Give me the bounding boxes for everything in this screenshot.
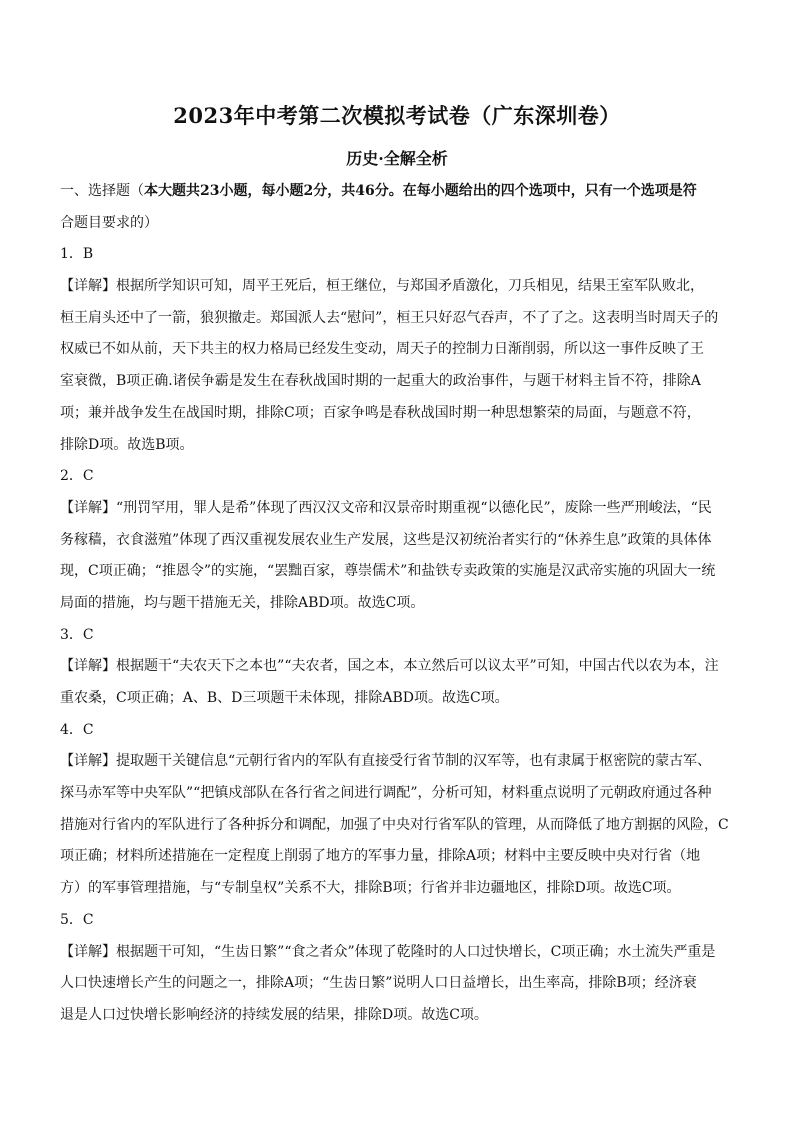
explanation-line xyxy=(60,778,744,810)
explanation-line xyxy=(60,303,744,335)
explanation-text: 措施对行省内的军队进行了各种拆分和调配，加强了中央对行省军队的管理，从而降低了地方割据的风险，C xyxy=(60,816,729,833)
explanation-text: 重农桑，C项正确；A、B、D三项题干未体现，排除ABD项。故选C项。 xyxy=(60,690,509,706)
explanation-text: 探马赤军等中央军队”“把镇戍部队在各行省之间进行调配”，分析可知，材料重点说明了元朝政府通过各种 xyxy=(60,785,712,802)
page-subtitle: 历史·全解全析 xyxy=(346,149,448,168)
explanation-line xyxy=(60,841,744,873)
explanation-text: 桓王肩头还中了一箭，狼狈撤走。郑国派人去“慰问”，桓王只好忍气吞声，不了了之。这表明当时周天子的 xyxy=(60,309,719,326)
explanation-tag: 【详解】 xyxy=(60,278,116,295)
explanation-tag: 【详解】 xyxy=(60,753,116,770)
explanation-text: 权威已不如从前，天下共主的权力格局已经发生变动，周天子的控制力日渐削弱，所以这一事件反映了王 xyxy=(60,341,704,358)
explanation-tag: 【详解】 xyxy=(60,658,116,675)
section-header-bold: 本大题共23小题，每小题2分，共46分。在每小题给出的四个选项中，只有一个选项是符 xyxy=(144,183,697,199)
explanation-text: 局面的措施，均与题干措施无关，排除ABD项。故选C项。 xyxy=(60,594,425,611)
explanation-line xyxy=(60,525,744,557)
explanation-tag: 【详解】 xyxy=(60,943,116,960)
explanation-line xyxy=(60,937,744,969)
explanation-line xyxy=(60,968,744,1000)
explanation-line xyxy=(60,430,744,462)
answer-number: 5．C xyxy=(60,911,94,928)
explanation-text: 根据题干“夫农天下之本也”“夫农者，国之本，本立然后可以议太平”可知，中国古代以农为本，注 xyxy=(116,658,719,675)
page-title: 2023年中考第二次模拟考试卷（广东深圳卷） xyxy=(173,103,621,128)
explanation-line xyxy=(60,493,744,525)
explanation-text: 务稼穑，衣食滋殖”体现了西汉重视发展农业生产发展，这些是汉初统治者实行的“休养生息”政策的具体体 xyxy=(60,531,712,548)
document-body xyxy=(60,176,744,1032)
explanation-text: 人口快速增长产生的问题之一，排除A项；“生齿日繁”说明人口日益增长，出生率高，排除B项；经济衰 xyxy=(60,975,697,992)
explanation-text: 根据所学知识可知，周平王死后，桓王继位，与郑国矛盾激化，刀兵相见，结果王室军队败北， xyxy=(116,278,704,295)
answer-number: 3．C xyxy=(60,626,94,643)
section-header-lead: 一、选择题（ xyxy=(60,183,144,199)
explanation-line xyxy=(60,746,744,778)
explanation-text: 根据题干可知，“生齿日繁”“食之者众”体现了乾隆时的人口过快增长，C项正确；水土流失严重是 xyxy=(116,943,716,960)
section-header-line-1 xyxy=(60,176,744,208)
explanation-text: 方）的军事管理措施，与“专制皇权”关系不大，排除B项；行省并非边疆地区，排除D项。故选C项。 xyxy=(60,880,681,897)
explanation-line xyxy=(60,1000,744,1032)
explanation-text: 提取题干关键信息“元朝行省内的军队有直接受行省节制的汉军等，也有隶属于枢密院的蒙古军、 xyxy=(116,753,712,770)
explanation-tag: 【详解】 xyxy=(60,499,116,516)
explanation-line xyxy=(60,271,744,303)
explanation-text: 室衰微，B项正确.诸侯争霸是发生在春秋战国时期的一起重大的政治事件，与题干材料主旨不符，排除A xyxy=(60,373,701,390)
explanation-line xyxy=(60,873,744,905)
section-header-line-2: 合题目要求的） xyxy=(60,214,158,231)
explanation-line xyxy=(60,810,744,842)
explanation-line xyxy=(60,683,744,715)
explanation-text: 现，C项正确；“推恩令”的实施，“罢黜百家，尊崇儒术”和盐铁专卖政策的实施是汉武帝实施的巩固大一统 xyxy=(60,563,716,580)
answer-number: 2．C xyxy=(60,468,94,485)
explanation-line xyxy=(60,556,744,588)
explanation-text: “刑罚罕用，罪人是希”体现了西汉汉文帝和汉景帝时期重视“以德化民”，废除一些严刑峻法，“民 xyxy=(116,499,712,516)
explanation-text: 项；兼并战争发生在战国时期，排除C项；百家争鸣是春秋战国时期一种思想繁荣的局面，与题意不符， xyxy=(60,404,701,421)
explanation-line xyxy=(60,651,744,683)
explanation-line xyxy=(60,366,744,398)
explanation-text: 排除D项。故选B项。 xyxy=(60,436,194,453)
answer-number: 4．C xyxy=(60,721,94,738)
explanation-line xyxy=(60,588,744,620)
answer-number: 1．B xyxy=(60,246,94,263)
explanation-text: 项正确；材料所述措施在一定程度上削弱了地方的军事力量，排除A项；材料中主要反映中央对行省（地 xyxy=(60,848,701,865)
explanation-line xyxy=(60,334,744,366)
explanation-line xyxy=(60,398,744,430)
explanation-text: 退是人口过快增长影响经济的持续发展的结果，排除D项。故选C项。 xyxy=(60,1006,488,1023)
